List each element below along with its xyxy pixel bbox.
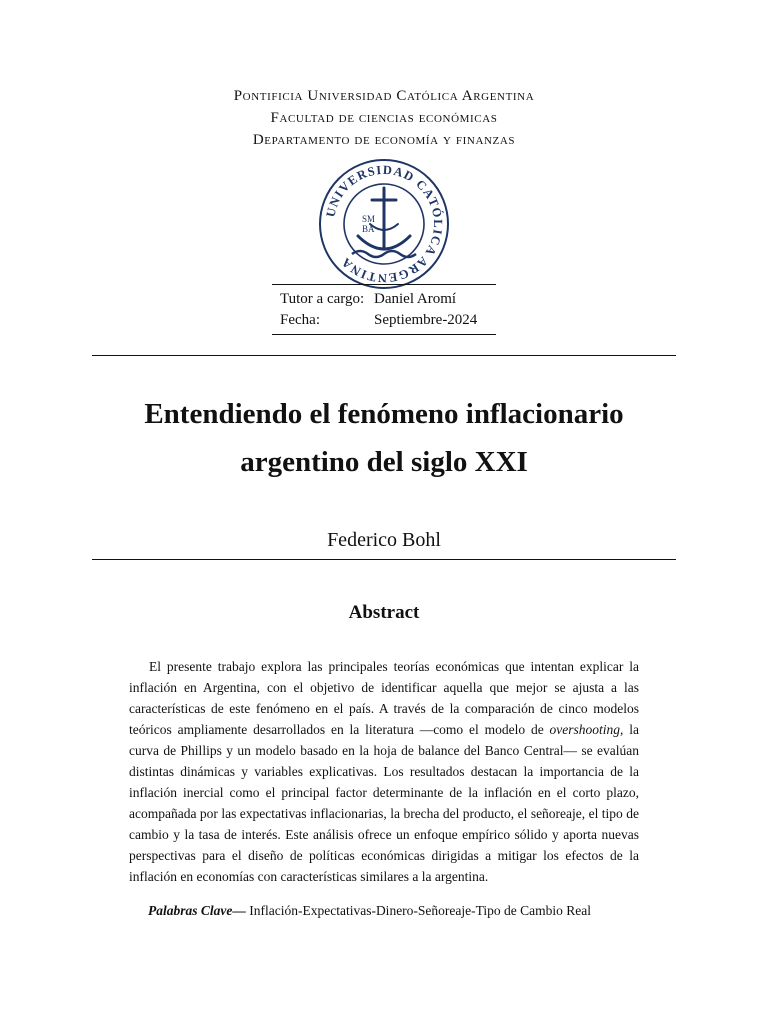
abstract-text-part2: , la curva de Phillips y un modelo basado en la hoja de balance del Banco Central— se evalúan distintas dinámicas y variables explicativas. Los resultados destacan la importancia de la inflación inercial como el principal factor determinante de la inflación en el corto plazo, acompañada por las expectativas inflacionarias, la brecha del producto, el señoreaje, el tipo de cambio y la tasa de interés. Este análisis ofrece un enfoque empírico sólido y aporta nuevas perspectivas para el diseño de políticas económicas dirigidas a mitigar los efectos de la inflación en economías con características similares a la argentina.	[129, 722, 639, 884]
title-bottom-rule	[92, 559, 676, 560]
abstract-body	[129, 656, 639, 887]
seal-ring-text: UNIVERSIDAD CATÓLICA ARGENTINA	[323, 162, 446, 286]
abstract-italic-term: overshooting	[549, 722, 621, 737]
title-top-rule	[92, 355, 676, 356]
keywords	[148, 900, 648, 921]
abstract-text-part1: El presente trabajo explora las principales teorías económicas que intentan explicar la inflación en Argentina, con el objetivo de identificar aquella que mejor se ajusta a las características de este fenómeno en el país. A través de la comparación de cinco modelos teóricos ampliamente desarrollados en la literatura —como el modelo de	[129, 659, 639, 737]
university-name: Pontificia Universidad Católica Argentina	[233, 88, 535, 104]
department-name: Departamento de economía y finanzas	[252, 132, 516, 148]
date-value: Septiembre-2024	[374, 312, 478, 328]
abstract-heading: Abstract	[348, 602, 420, 623]
paper-title: Entendiendo el fenómeno inflacionario argentino del siglo XXI	[144, 398, 624, 478]
keywords-label: Palabras Clave—	[148, 903, 246, 918]
date-row	[272, 310, 496, 331]
university-seal	[318, 158, 450, 290]
seal-monogram-top: SM	[362, 214, 376, 224]
tutor-value: Daniel Aromí	[374, 291, 457, 307]
author-name: Federico Bohl	[327, 529, 441, 551]
tutor-label: Tutor a cargo:	[280, 291, 365, 307]
date-label: Fecha:	[280, 312, 320, 328]
faculty-name: Facultad de ciencias económicas	[270, 110, 498, 126]
waves-icon	[352, 251, 416, 257]
keywords-value: Inflación-Expectativas-Dinero-Señoreaje-Tipo de Cambio Real	[245, 903, 592, 918]
tutor-row	[272, 289, 496, 310]
tutor-info-table	[272, 284, 496, 335]
seal-monogram-bottom: BA	[362, 224, 375, 234]
